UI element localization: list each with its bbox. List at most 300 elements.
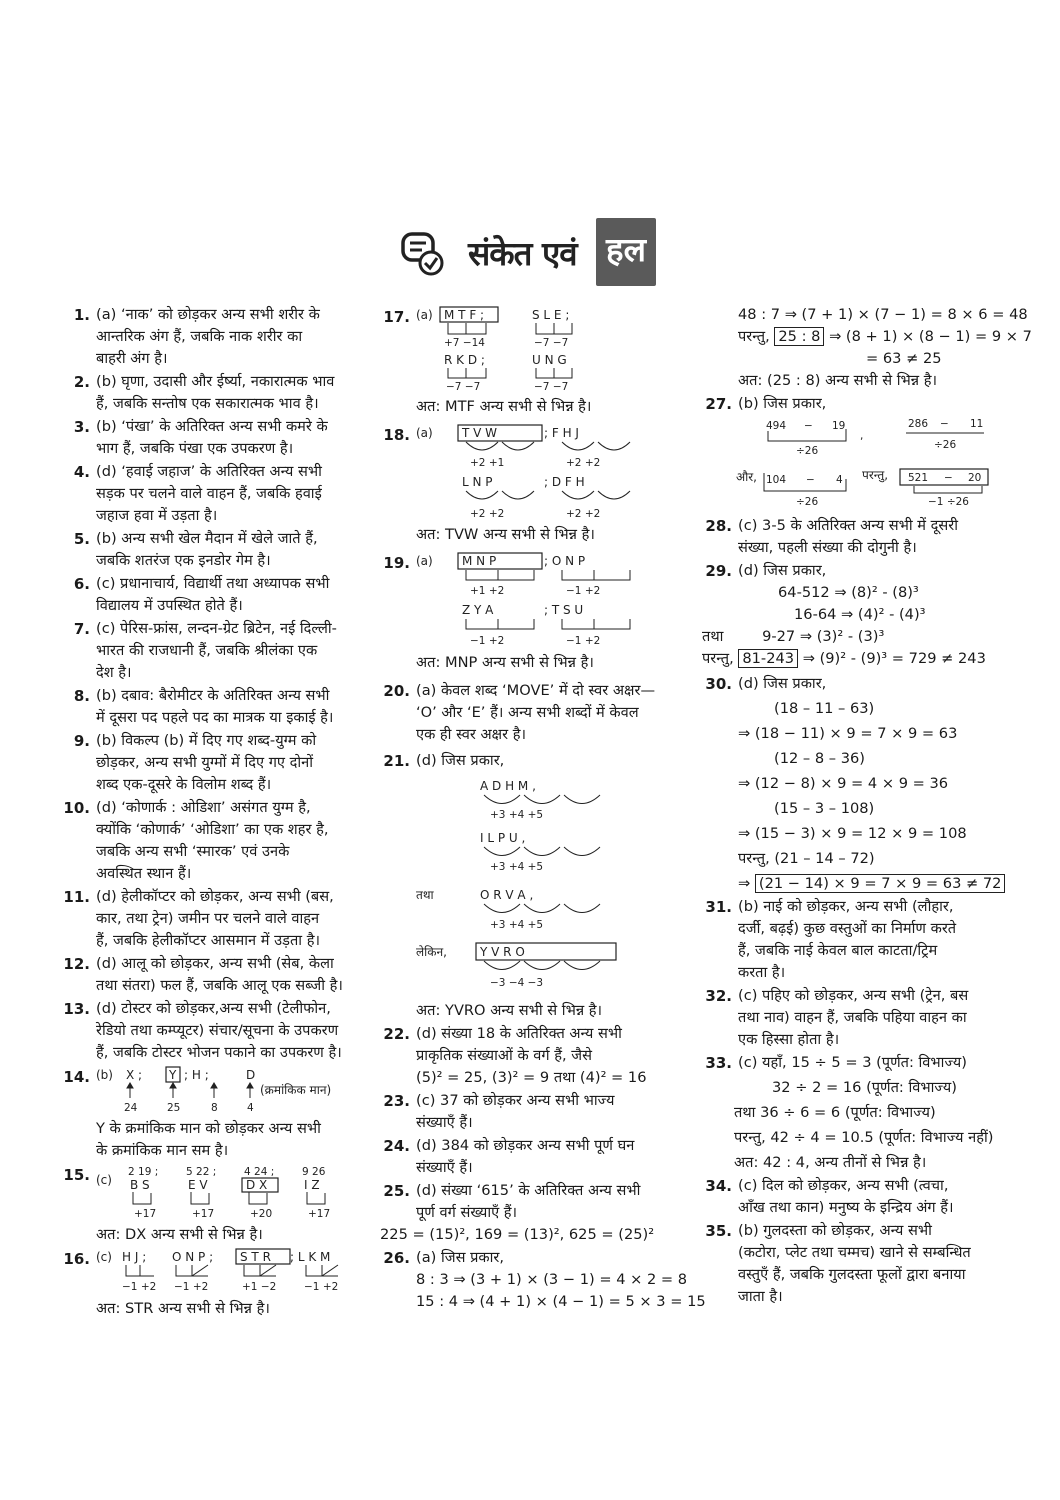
q26-prefix: परन्तु, (738, 328, 770, 345)
answer-text-line: (c) प्रधानाचार्य, विद्यार्थी तथा अध्यापक सभी (96, 575, 330, 592)
q21-prefix: तथा (416, 888, 434, 902)
answer-22 (380, 1023, 680, 1089)
answer-number: 2. (73, 373, 90, 391)
q16-result: अत: STR अन्य सभी से भिन्न है। (96, 1300, 270, 1317)
answer-text-line: तथा संतरा) फल हैं, जबकि आलू एक सब्जी है। (96, 977, 343, 994)
q27-dash: − (804, 420, 813, 432)
q29-highlight-box: 81-243 (738, 649, 798, 668)
answer-text-line: हैं, जबकि सन्तोष एक सकारात्मक भाव है। (96, 395, 319, 412)
q20-text-line: ‘O’ और ‘E’ हैं। अन्य सभी शब्दों में केवल (416, 704, 639, 721)
answer-number: 17. (383, 308, 410, 326)
column-1-items (60, 304, 360, 1064)
q32-text-line: एक हिस्सा होता है। (738, 1031, 840, 1048)
q34-text-line: आँख तथा कान) मनुष्य के इन्द्रिय अंग हैं। (738, 1199, 954, 1216)
q17-svg (416, 306, 680, 392)
q27-pair (906, 418, 984, 451)
q14-value: 25 (167, 1102, 181, 1114)
q27-prefix: और, (736, 470, 757, 484)
q17-diagram (416, 306, 680, 392)
q15-letters: B S (130, 1178, 150, 1192)
column-3 (702, 304, 1032, 1309)
q30-text-line: ⇒ (21 − 14) × 9 = 7 × 9 = 63 ≠ 72 (738, 873, 994, 895)
q24-text-line: (d) 384 को छोड़कर अन्य सभी पूर्ण घन (416, 1137, 635, 1154)
q14-letter: X ; (126, 1068, 143, 1082)
answer-number: 26. (383, 1249, 410, 1267)
answer-15 (60, 1164, 360, 1246)
q16-svg (96, 1248, 360, 1294)
answer-text-line: हैं, जबकि टोस्टर भोजन पकाने का उपकरण है। (96, 1044, 342, 1061)
answer-17 (380, 306, 680, 418)
q33-text-line: अत: 42 : 4, अन्य तीनों से भिन्न है। (734, 1154, 927, 1171)
q33-text-line: तथा 36 ÷ 6 = 6 (पूर्णत: विभाज्य) (734, 1104, 936, 1121)
q23-text-line: (c) 37 को छोड़कर अन्य सभी भाज्य (416, 1092, 615, 1109)
q29-tatha: तथा (702, 628, 724, 645)
q18-opt: (a) (416, 426, 433, 440)
q19-opt: (a) (416, 554, 433, 568)
q16-diff: −1 +2 (122, 1281, 157, 1293)
q27-value: 286 (908, 418, 929, 430)
answer-10 (60, 797, 360, 885)
q14-letter: Y (169, 1068, 177, 1082)
answer-text-line: आन्तरिक अंग हैं, जबकि नाक शरीर का (96, 328, 303, 345)
q19-diagram (416, 552, 680, 648)
answer-number: 23. (383, 1092, 410, 1110)
q27-pair (766, 420, 863, 457)
answer-29 (702, 560, 994, 670)
q18-diff: +2 +2 (566, 457, 601, 469)
answer-number: 35. (705, 1222, 732, 1240)
answer-number: 10. (63, 799, 90, 817)
answer-28 (702, 515, 994, 559)
answer-14 (60, 1066, 360, 1162)
answer-text-line: शब्द एक-दूसरे के विलोम शब्द हैं। (96, 776, 272, 793)
q17-connectors (448, 368, 572, 378)
q35-text-line: (b) गुलदस्ता को छोड़कर, अन्य सभी (738, 1222, 932, 1239)
q21-row (416, 943, 616, 989)
q14-svg (96, 1066, 360, 1114)
q33-text-line: परन्तु, 42 ÷ 4 = 10.5 (पूर्णत: विभाज्य नहीं) (734, 1129, 994, 1146)
answer-27 (702, 393, 994, 511)
answer-number: 20. (383, 682, 410, 700)
q22-text-line: (d) संख्या 18 के अतिरिक्त अन्य सभी (416, 1025, 622, 1042)
q15-letters: I Z (304, 1178, 320, 1192)
q18-diff: +2 +2 (566, 508, 601, 520)
q30-text-line: (18 – 11 – 63) (774, 700, 875, 717)
q14-value: 8 (211, 1102, 218, 1114)
q31-text-line: (b) नाई को छोड़कर, अन्य सभी (लौहार, (738, 898, 954, 915)
answer-number: 4. (73, 463, 90, 481)
answer-18 (380, 424, 680, 546)
q29-text-line (702, 648, 994, 670)
q27-value: 104 (766, 474, 787, 486)
q18-letters: ; D F H (544, 475, 585, 489)
answer-5 (60, 528, 360, 572)
q30-highlight-box: (21 − 14) × 9 = 7 × 9 = 63 ≠ 72 (755, 874, 1006, 893)
q27-svg (702, 417, 992, 511)
q27-value: 20 (968, 472, 982, 484)
q33-text-line: 32 ÷ 2 = 16 (पूर्णत: विभाज्य) (772, 1079, 957, 1096)
chat-check-icon (398, 228, 448, 278)
q19-diff: −1 +2 (566, 635, 601, 647)
q27-diagram (702, 417, 994, 511)
q16-opt: (c) (96, 1250, 112, 1264)
q26-result: अत: (25 : 8) अन्य सभी से भिन्न है। (738, 372, 937, 389)
answer-3 (60, 416, 360, 460)
q21-diff: −3 −4 −3 (490, 977, 544, 989)
answer-1 (60, 304, 360, 370)
q27-op: ÷26 (796, 496, 819, 508)
q14-value: 4 (247, 1102, 254, 1114)
answer-text-line: सड़क पर चलने वाले वाहन हैं, जबकि हवाई (96, 485, 322, 502)
q24-text-line: संख्याएँ हैं। (416, 1159, 473, 1176)
answer-text-line: (d) आलू को छोड़कर, अन्य सभी (सेब, केला (96, 955, 334, 972)
answer-31 (702, 896, 994, 984)
answer-number: 6. (73, 575, 90, 593)
q14-value: 24 (124, 1102, 138, 1114)
answer-12 (60, 953, 360, 997)
q21-row (480, 831, 600, 873)
q21-svg (380, 774, 680, 996)
q26-highlight-box: 25 : 8 (774, 327, 824, 346)
q16-diff: +1 −2 (242, 1281, 277, 1293)
q17-letters: S L E ; (532, 308, 570, 322)
q30-intro: (d) जिस प्रकार, (738, 675, 827, 692)
q21-diff: +3 +4 +5 (490, 919, 544, 931)
q18-letters: ; F H J (544, 426, 579, 440)
q18-diff: +2 +1 (470, 457, 505, 469)
answer-number: 16. (63, 1250, 90, 1268)
q27-intro: (b) जिस प्रकार, (738, 395, 827, 412)
answer-text-line: (b) अन्य सभी खेल मैदान में खेले जाते हैं, (96, 530, 318, 547)
answer-26-continued (702, 304, 1032, 392)
answer-7 (60, 618, 360, 684)
q21-prefix: लेकिन, (416, 945, 447, 959)
answer-6 (60, 573, 360, 617)
answer-text-line: जहाज हवा में उड़ता है। (96, 507, 218, 524)
q31-text-line: दर्जी, बढ़ई) कुछ वस्तुओं का निर्माण करते (738, 920, 957, 937)
q15-letters: E V (188, 1178, 208, 1192)
q27-prefix: परन्तु, (862, 468, 889, 482)
q27-op: −1 ÷26 (928, 496, 969, 508)
answer-8 (60, 685, 360, 729)
answer-text-line: (b) दबाव: बैरोमीटर के अतिरिक्त अन्य सभी (96, 687, 330, 704)
q15-opt: (c) (96, 1173, 112, 1187)
q15-svg (96, 1164, 360, 1220)
q20-text-line: एक ही स्वर अक्षर है। (416, 726, 526, 743)
q29-equation: 9-27 ⇒ (3)² - (3)³ (762, 628, 885, 645)
q18-letters: T V W (462, 426, 498, 440)
q21-row (480, 779, 600, 821)
q15-values: 5 22 ; (186, 1166, 217, 1178)
answer-text-line: भाग हैं, जबकि पंखा एक उपकरण है। (96, 440, 294, 457)
q25-text-line: पूर्ण वर्ग संख्याएँ हैं। (416, 1204, 518, 1221)
q15-diff: +17 (192, 1208, 215, 1220)
q18-arcs (466, 491, 630, 499)
q35-text-line: (कटोरा, प्लेट तथा चम्मच) खाने से सम्बन्धित (738, 1244, 971, 1261)
q18-diff: +2 +2 (470, 508, 505, 520)
q19-letters: M N P (462, 554, 497, 568)
q29-equation: ⇒ (9)² - (9)³ = 729 ≠ 243 (802, 650, 986, 667)
answer-20 (380, 680, 680, 746)
q27-value: 4 (836, 474, 843, 486)
q20-text-line: (a) केवल शब्द ‘MOVE’ में दो स्वर अक्षर— (416, 682, 656, 699)
q27-pair (862, 468, 988, 508)
answer-text-line: (d) हेलीकॉप्टर को छोड़कर, अन्य सभी (बस, (96, 888, 334, 905)
q19-diff: −1 +2 (470, 635, 505, 647)
answer-34 (702, 1175, 994, 1219)
q16-connectors (126, 1265, 338, 1276)
answer-21 (380, 750, 680, 1022)
q17-letters: R K D ; (444, 353, 485, 367)
q18-diagram (416, 424, 680, 520)
q27-value: 19 (832, 420, 846, 432)
q18-arcs (466, 442, 630, 450)
answer-number: 22. (383, 1025, 410, 1043)
q27-dash: − (806, 474, 815, 486)
q26-text-line (738, 326, 1032, 348)
q21-letters: O R V A , (480, 888, 534, 902)
q27-value: 521 (908, 472, 929, 484)
q15-diff: +17 (134, 1208, 157, 1220)
answer-text-line: (d) टोस्टर को छोड़कर,अन्य सभी (टेलीफोन, (96, 1000, 331, 1017)
q27-op: ÷26 (934, 439, 957, 451)
answer-number: 12. (63, 955, 90, 973)
q30-text-line: ⇒ (12 − 8) × 9 = 4 × 9 = 36 (738, 775, 949, 792)
answer-text-line: (a) ‘नाक’ को छोड़कर अन्य सभी शरीर के (96, 306, 320, 323)
q30-text-line: ⇒ (18 − 11) × 9 = 7 × 9 = 63 (738, 725, 958, 742)
answer-13 (60, 998, 360, 1064)
q25-text-line: 225 = (15)², 169 = (13)², 625 = (25)² (380, 1226, 655, 1243)
q26-text-line: = 63 ≠ 25 (866, 350, 942, 367)
column-1 (60, 304, 360, 1321)
q19-connectors (466, 619, 630, 629)
q14-letter: ; H ; (184, 1068, 209, 1082)
q19-connectors (466, 570, 630, 580)
q27-dash: − (940, 418, 949, 430)
answer-11 (60, 886, 360, 952)
q16-letters: H J ; (122, 1250, 147, 1264)
q19-svg (416, 552, 680, 648)
answer-text-line: देश है। (96, 664, 132, 681)
q23-text-line: संख्याएँ हैं। (416, 1114, 473, 1131)
q30-text-line: (15 – 3 – 108) (774, 800, 875, 817)
answer-text-line: (d) ‘कोणार्क : ओडिशा’ असंगत युग्म है, (96, 799, 311, 816)
q15-diff: +20 (250, 1208, 273, 1220)
answer-number: 8. (73, 687, 90, 705)
q16-letters: O N P ; (172, 1250, 214, 1264)
q33-text-line: (c) यहाँ, 15 ÷ 5 = 3 (पूर्णत: विभाज्य) (738, 1054, 967, 1071)
q27-pair (736, 470, 846, 508)
q15-values: 9 26 (302, 1166, 326, 1178)
q15-values: 4 24 ; (244, 1166, 275, 1178)
answer-23 (380, 1090, 680, 1134)
answer-text-line: (b) विकल्प (b) में दिए गए शब्द-युग्म को (96, 732, 317, 749)
q28-text-line: संख्या, पहली संख्या की दोगुनी है। (738, 539, 917, 556)
q14-letter: D (246, 1068, 256, 1082)
q17-letters: M T F ; (444, 308, 485, 322)
q26-text-line: 48 : 7 ⇒ (7 + 1) × (7 − 1) = 8 × 6 = 48 (738, 306, 1028, 323)
answer-number: 32. (705, 987, 732, 1005)
answer-number: 5. (73, 530, 90, 548)
answer-text-line: (d) ‘हवाई जहाज’ के अतिरिक्त अन्य सभी (96, 463, 322, 480)
q17-opt: (a) (416, 308, 433, 322)
q21-row (416, 888, 600, 931)
q16-diff: −1 +2 (174, 1281, 209, 1293)
q31-text-line: हैं, जबकि नाई केवल बाल काटता/ट्रिम (738, 942, 938, 959)
q17-diff: −7 −7 (534, 337, 569, 349)
q19-letters: ; T S U (544, 603, 584, 617)
q29-prefix: परन्तु, (702, 650, 734, 667)
answer-number: 29. (705, 562, 732, 580)
answer-9 (60, 730, 360, 796)
answer-text-line: अवस्थित स्थान हैं। (96, 865, 192, 882)
q14-text-line: के क्रमांकिक मान सम है। (96, 1142, 229, 1159)
q17-letters: U N G (532, 353, 567, 367)
answer-2 (60, 371, 360, 415)
answer-text-line: कार, तथा ट्रेन) जमीन पर चलने वाले वाहन (96, 910, 320, 927)
answer-number: 14. (63, 1068, 90, 1086)
q25-text-line: (d) संख्या ‘615’ के अतिरिक्त अन्य सभी (416, 1182, 641, 1199)
answer-24 (380, 1135, 680, 1179)
q19-diff: −1 +2 (566, 585, 601, 597)
answer-text-line: बाहरी अंग है। (96, 350, 168, 367)
q16-letters: ; L K M (290, 1250, 331, 1264)
q30-text-line: (12 – 8 – 36) (774, 750, 865, 767)
q21-diagram (380, 774, 680, 996)
section-header (398, 216, 660, 288)
q17-diff: −7 −7 (534, 381, 569, 392)
answer-number: 13. (63, 1000, 90, 1018)
answer-number: 1. (73, 306, 90, 324)
q26-text-line: 15 : 4 ⇒ (4 + 1) × (4 − 1) = 5 × 3 = 15 (416, 1293, 706, 1310)
q15-result: अत: DX अन्य सभी से भिन्न है। (96, 1226, 263, 1243)
answer-33 (702, 1052, 994, 1174)
q15-letters: D X (246, 1178, 268, 1192)
answer-19 (380, 552, 680, 674)
answer-25 (380, 1180, 680, 1246)
q26-equation: ⇒ (8 + 1) × (8 − 1) = 9 × 7 (829, 328, 1032, 345)
q26-text-line: 8 : 3 ⇒ (3 + 1) × (3 − 1) = 4 × 2 = 8 (416, 1271, 688, 1288)
answer-text-line: हैं, जबकि हेलीकॉप्टर आसमान में उड़ता है। (96, 932, 320, 949)
q14-diagram (96, 1066, 360, 1114)
answer-4 (60, 461, 360, 527)
q18-svg (416, 424, 680, 520)
q16-diagram (96, 1248, 360, 1294)
q15-diff: +17 (308, 1208, 331, 1220)
answer-number: 28. (705, 517, 732, 535)
q21-letters: A D H M , (480, 779, 536, 793)
q27-dash: − (944, 472, 953, 484)
q26-text-line: (a) जिस प्रकार, (416, 1249, 504, 1266)
answer-number: 15. (63, 1166, 90, 1184)
q17-result: अत: MTF अन्य सभी से भिन्न है। (416, 398, 592, 415)
q14-text-line: Y के क्रमांकिक मान को छोड़कर अन्य सभी (96, 1120, 321, 1137)
q16-letters: S T R (240, 1250, 271, 1264)
answer-text-line: भारत की राजधानी हैं, जबकि श्रीलंका एक (96, 642, 318, 659)
q14-note: (क्रमांकिक मान) (260, 1083, 332, 1097)
answer-text-line: में दूसरा पद पहले पद का मात्रक या इकाई है। (96, 709, 334, 726)
q29-intro: (d) जिस प्रकार, (738, 562, 827, 579)
q31-text-line: करता है। (738, 964, 786, 981)
answer-16 (60, 1248, 360, 1320)
answer-number: 30. (705, 675, 732, 693)
q14-opt: (b) (96, 1068, 113, 1082)
q17-diff: −7 −7 (446, 381, 481, 392)
q35-text-line: वस्तुएँ हैं, जबकि गुलदस्ता फूलों द्वारा बनाया (738, 1266, 966, 1283)
q17-connectors (448, 323, 572, 334)
answer-number: 24. (383, 1137, 410, 1155)
q21-result: अत: YVRO अन्य सभी से भिन्न है। (416, 1002, 603, 1019)
q21-letters: Y V R O (480, 945, 525, 959)
q18-letters: L N P (462, 475, 493, 489)
answer-text-line: विद्यालय में उपस्थित होते हैं। (96, 597, 243, 614)
answer-text-line: जबकि अन्य सभी ‘स्मारक’ एवं उनके (96, 843, 290, 860)
answer-number: 21. (383, 752, 410, 770)
q28-text-line: (c) 3-5 के अतिरिक्त अन्य सभी में दूसरी (738, 517, 958, 534)
answer-number: 25. (383, 1182, 410, 1200)
q19-letters: Z Y A (462, 603, 494, 617)
q29-text-line (702, 626, 994, 648)
q21-letters: I L P U , (480, 831, 526, 845)
q15-connectors (133, 1192, 325, 1204)
q21-diff: +3 +4 +5 (490, 861, 544, 873)
answer-number: 7. (73, 620, 90, 638)
header-title-part2: हल (596, 218, 656, 286)
q30-text-line: परन्तु, (21 – 14 – 72) (738, 850, 875, 867)
q17-diff: +7 −14 (444, 337, 485, 349)
answer-32 (702, 985, 994, 1051)
answer-number: 34. (705, 1177, 732, 1195)
answer-text-line: रेडियो तथा कम्प्यूटर) संचार/सूचना के उपकरण (96, 1022, 339, 1039)
answer-35 (702, 1220, 994, 1308)
q19-letters: ; O N P (544, 554, 586, 568)
q27-op: ÷26 (796, 445, 819, 457)
answer-text-line: जबकि शतरंज एक इनडोर गेम है। (96, 552, 271, 569)
q22-text-line: प्राकृतिक संख्याओं के वर्ग हैं, जैसे (416, 1047, 592, 1064)
q21-diff: +3 +4 +5 (490, 809, 544, 821)
q35-text-line: जाता है। (738, 1288, 783, 1305)
answer-number: 27. (705, 395, 732, 413)
answer-number: 19. (383, 554, 410, 572)
header-title-part1: संकेत एवं (468, 234, 577, 273)
answer-number: 31. (705, 898, 732, 916)
q14-arrows (127, 1083, 253, 1098)
q27-value: 11 (970, 418, 984, 430)
answer-number: 11. (63, 888, 90, 906)
column-2 (380, 304, 706, 1314)
q27-sep: , (860, 430, 864, 442)
answer-number: 9. (73, 732, 90, 750)
answer-26 (380, 1247, 706, 1313)
q15-values: 2 19 ; (128, 1166, 159, 1178)
q15-diagram (96, 1164, 360, 1220)
answer-text-line: (b) घृणा, उदासी और ईर्ष्या, नकारात्मक भाव (96, 373, 335, 390)
q16-diff: −1 +2 (304, 1281, 339, 1293)
q32-text-line: (c) पहिए को छोड़कर, अन्य सभी (ट्रेन, बस (738, 987, 969, 1004)
q18-result: अत: TVW अन्य सभी से भिन्न है। (416, 526, 595, 543)
answer-30 (702, 673, 1002, 895)
answer-text-line: क्योंकि ‘कोणार्क’ ‘ओडिशा’ का एक शहर है, (96, 821, 329, 838)
answer-text-line: छोड़कर, अन्य सभी युग्मों में दिए गए दोनों (96, 754, 314, 771)
answer-text-line: (b) ‘पंखा’ के अतिरिक्त अन्य सभी कमरे के (96, 418, 328, 435)
answer-number: 33. (705, 1054, 732, 1072)
answer-text-line: (c) पेरिस-फ्रांस, लन्दन-ग्रेट ब्रिटेन, नई दिल्ली- (96, 620, 337, 637)
q21-intro: (d) जिस प्रकार, (416, 752, 505, 769)
q29-text-line: 64-512 ⇒ (8)² - (8)³ (778, 584, 919, 601)
answer-number: 18. (383, 426, 410, 444)
answer-number: 3. (73, 418, 90, 436)
q19-diff: +1 +2 (470, 585, 505, 597)
